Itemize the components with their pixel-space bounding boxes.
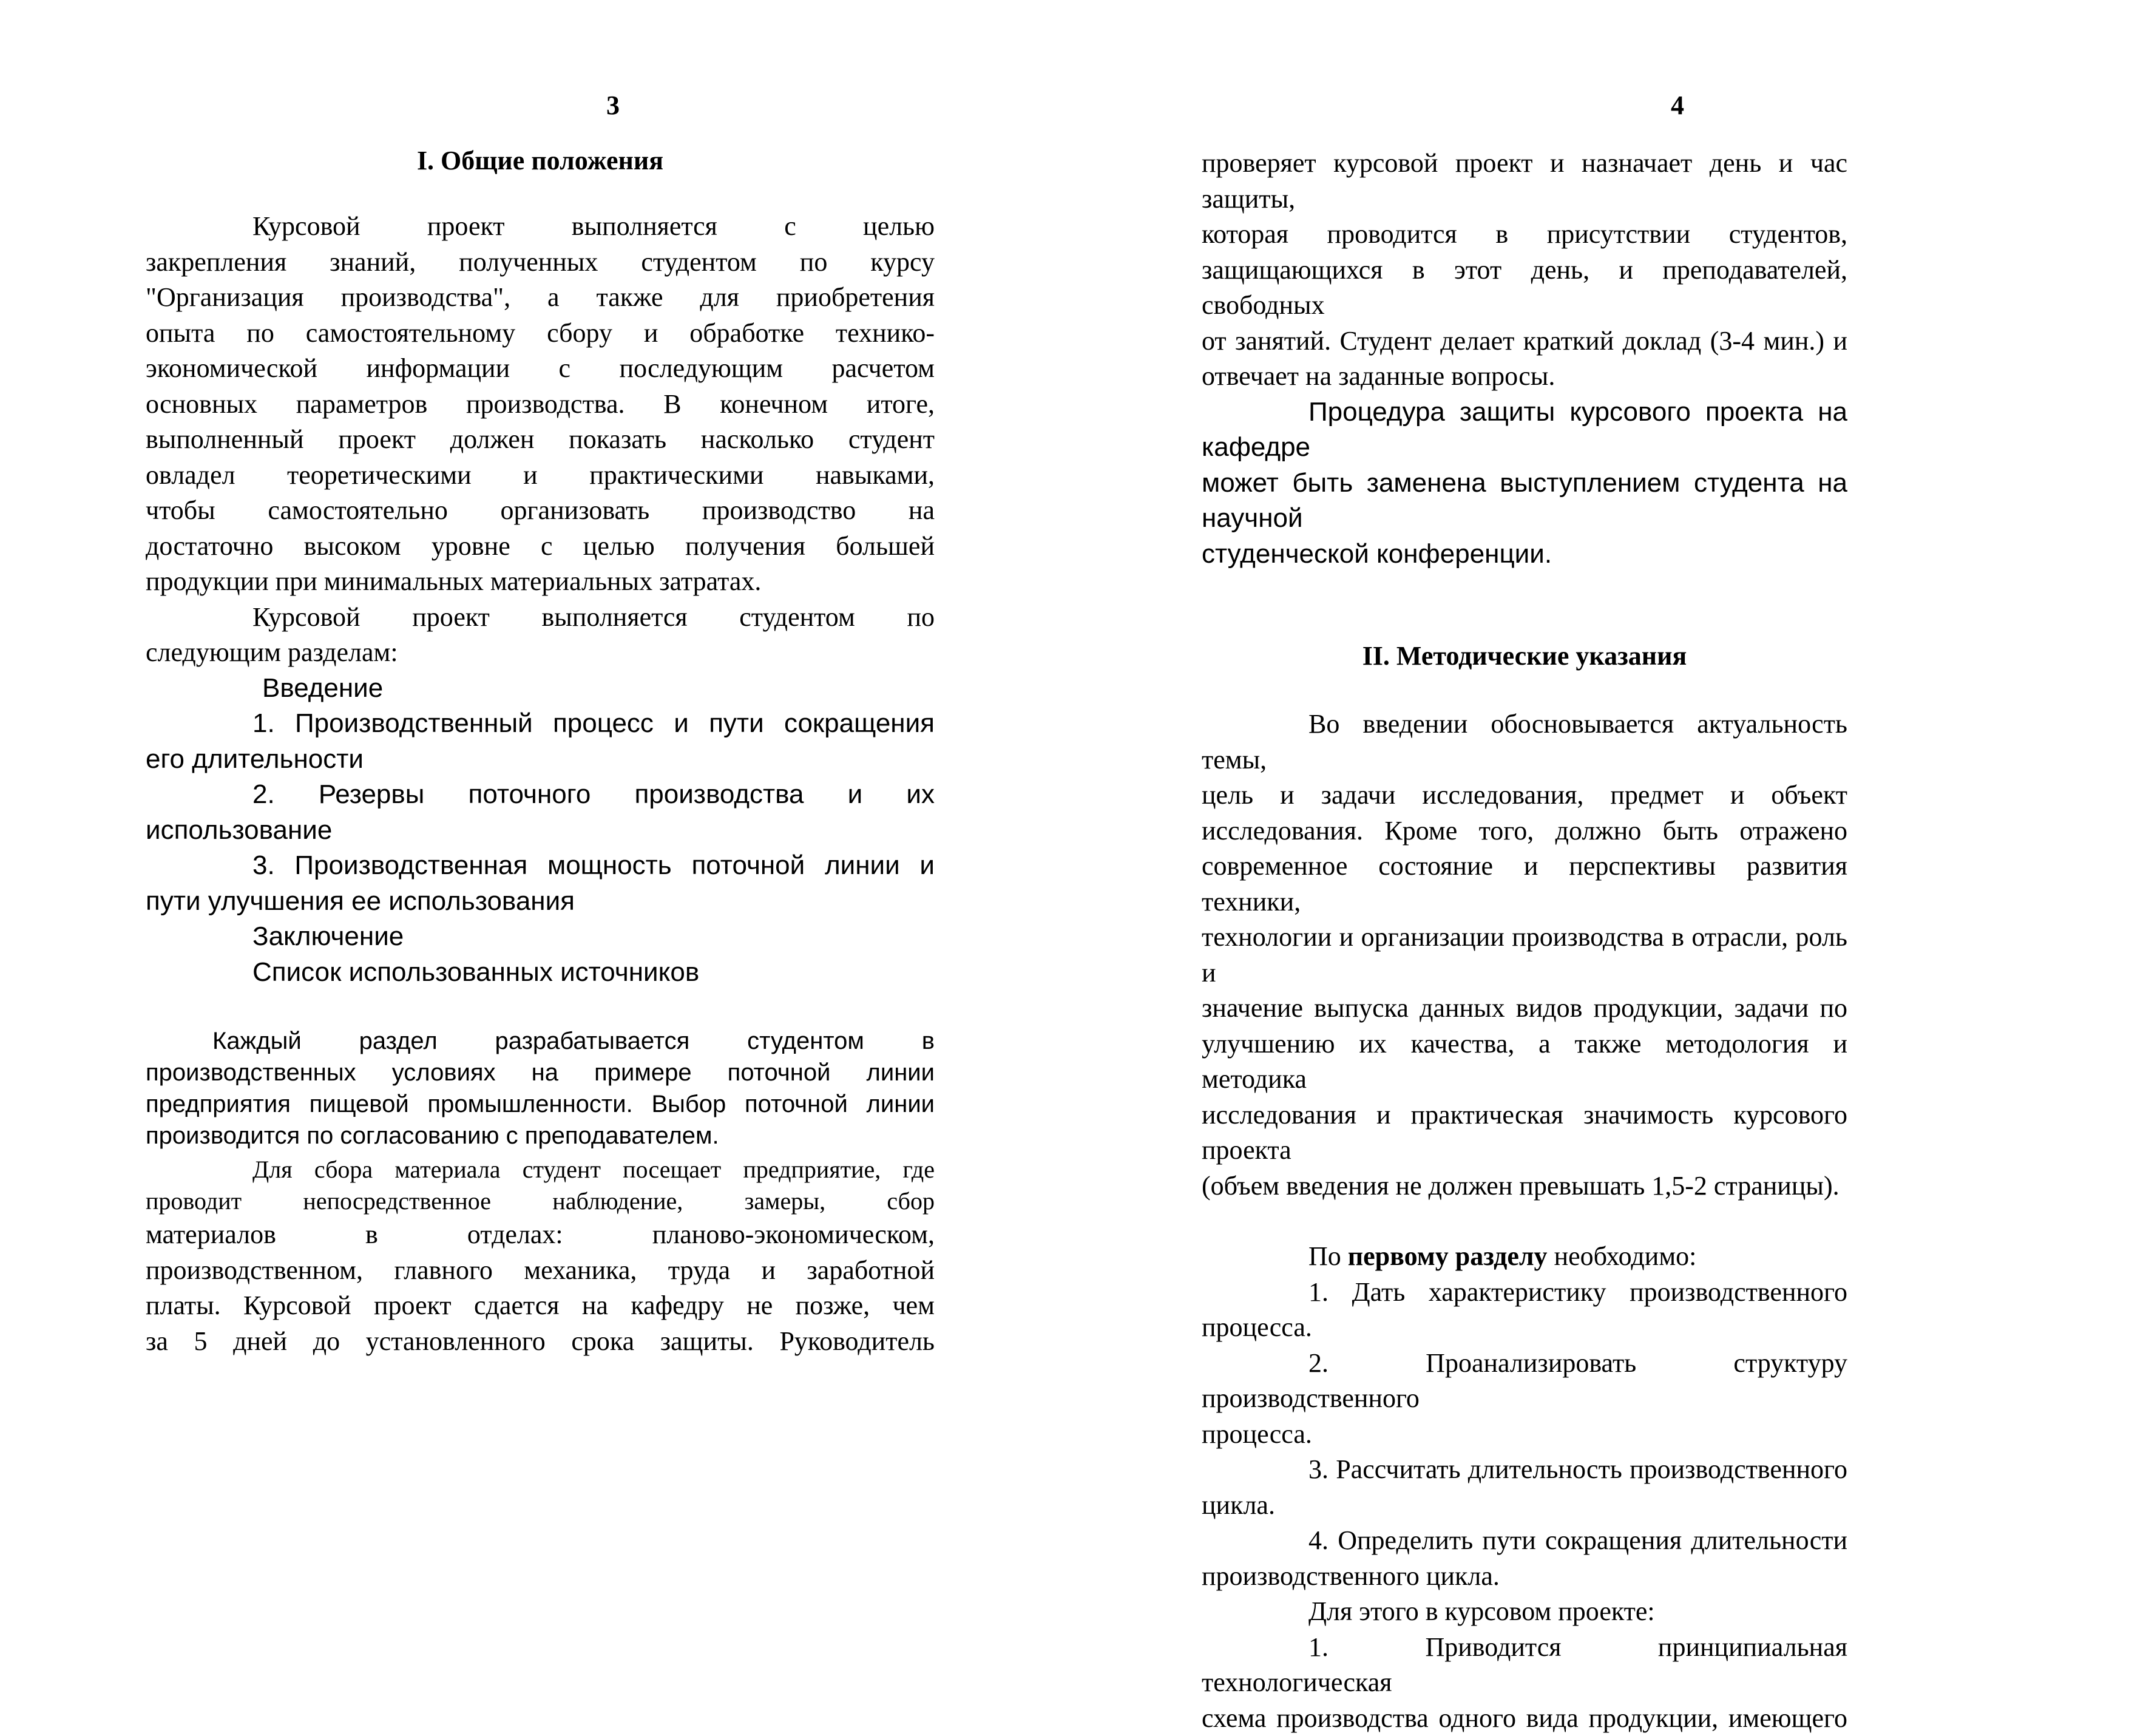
text-line: экономической информации с последующим расчетом: [146, 351, 935, 387]
text-line: которая проводится в присутствии студентов,: [1202, 217, 1847, 253]
paragraph-workplace: [146, 1025, 935, 1151]
text-line: от занятий. Студент делает краткий доклад (3-4 мин.) и: [1202, 324, 1847, 359]
text-line: чтобы самостоятельно организовать производство на: [146, 493, 935, 529]
text-line: достаточно высоком уровне с целью получения большей: [146, 529, 935, 565]
tasks-list: [1202, 1275, 1847, 1595]
paragraph-sections-intro: [146, 600, 935, 671]
text-line: цель и задачи исследования, предмет и объект: [1202, 778, 1847, 813]
list-item-cont: процесса.: [1202, 1417, 1847, 1453]
section-heading: I. Общие положения: [146, 143, 935, 178]
list-item-cont: его длительности: [146, 742, 935, 778]
text-line: может быть заменена выступлением студента на научной: [1202, 466, 1847, 537]
list-item: 1. Дать характеристику производственного: [1202, 1275, 1847, 1310]
text-line: улучшению их качества, а также методология и методика: [1202, 1026, 1847, 1097]
paragraph-purpose: [146, 209, 935, 600]
text-fragment: По: [1308, 1241, 1348, 1271]
text-line: исследования. Кроме того, должно быть отражено: [1202, 813, 1847, 849]
text-line: Процедура защиты курсового проекта на кафедре: [1202, 395, 1847, 466]
text-line: Курсовой проект выполняется с целью: [146, 209, 935, 245]
list-item: 2. Резервы поточного производства и их: [146, 777, 935, 813]
text-line: предприятия пищевой промышленности. Выбор поточной линии: [146, 1088, 935, 1120]
text-line: студенческой конференции.: [1202, 537, 1847, 572]
project-contents: [1202, 1594, 1847, 1736]
list-item: 3. Производственная мощность поточной линии и: [146, 848, 935, 884]
text-line: проводит непосредственное наблюдение, замеры, сбор: [146, 1185, 935, 1217]
list-item-cont: пути улучшения ее использования: [146, 884, 935, 920]
left-column: [146, 143, 935, 1359]
text-line: за 5 дней до установленного срока защиты. Руководитель: [146, 1324, 935, 1360]
text-line: производится по согласованию с преподавателем.: [146, 1120, 935, 1151]
text-line: проверяет курсовой проект и назначает день и час защиты,: [1202, 146, 1847, 217]
text-line: закрепления знаний, полученных студентом по курсу: [146, 245, 935, 280]
right-column: [1202, 146, 1847, 1736]
text-line: 1. Приводится принципиальная технологическая: [1202, 1630, 1847, 1701]
paragraph-materials: [146, 1154, 935, 1359]
text-line: Для сбора материала студент посещает предприятие, где: [146, 1154, 935, 1185]
text-line: "Организация производства", а также для приобретения: [146, 280, 935, 316]
section-heading: II. Методические указания: [1202, 639, 1847, 674]
text-line: значение выпуска данных видов продукции, задачи по: [1202, 991, 1847, 1026]
list-item: 1. Производственный процесс и пути сокращения: [146, 706, 935, 742]
list-item-cont: производственного цикла.: [1202, 1559, 1847, 1595]
text-line: опыта по самостоятельному сбору и обработке технико-: [146, 316, 935, 351]
list-item: 4. Определить пути сокращения длительности: [1202, 1523, 1847, 1559]
text-line: исследования и практическая значимость курсового проекта: [1202, 1097, 1847, 1168]
text-line: технологии и организации производства в отрасли, роль и: [1202, 920, 1847, 991]
list-item-cont: цикла.: [1202, 1488, 1847, 1524]
text-fragment: необходимо:: [1548, 1241, 1697, 1271]
text-fragment-bold: первому разделу: [1348, 1241, 1548, 1271]
text-line: основных параметров производства. В конечном итоге,: [146, 387, 935, 422]
list-item: 3. Рассчитать длительность производственного: [1202, 1452, 1847, 1488]
list-item-cont: процесса.: [1202, 1310, 1847, 1346]
text-line: Во введении обосновывается актуальность темы,: [1202, 707, 1847, 778]
list-item-cont: использование: [146, 813, 935, 849]
text-line: современное состояние и перспективы развития техники,: [1202, 849, 1847, 920]
list-item-sources: Список использованных источников: [146, 955, 935, 991]
right-page: [1064, 0, 2129, 1505]
text-line: Каждый раздел разрабатывается студентом в: [146, 1025, 935, 1057]
text-line: материалов в отделах: планово-экономическом,: [146, 1217, 935, 1253]
list-item-conclusion: Заключение: [146, 919, 935, 955]
text-line: овладел теоретическими и практическими навыками,: [146, 458, 935, 493]
text-line: Курсовой проект выполняется студентом по: [146, 600, 935, 636]
text-line: отвечает на заданные вопросы.: [1202, 359, 1847, 395]
text-line: (объем введения не должен превышать 1,5-2 страницы).: [1202, 1168, 1847, 1204]
list-item: 2. Проанализировать структуру производственного: [1202, 1346, 1847, 1417]
left-page: [0, 0, 1064, 1505]
paragraph-introduction: [1202, 707, 1847, 1204]
text-line: платы. Курсовой проект сдается на кафедру не позже, чем: [146, 1288, 935, 1324]
text-line: схема производства одного вида продукции, имеющего: [1202, 1701, 1847, 1736]
first-section-intro: [1202, 1239, 1847, 1275]
text-line: защищающихся в этот день, и преподавателей, свободных: [1202, 253, 1847, 324]
text-line: следующим разделам:: [146, 635, 935, 671]
page-number: 3: [583, 90, 643, 121]
text-line: продукции при минимальных материальных затратах.: [146, 564, 935, 600]
page-number: 4: [1647, 90, 1708, 121]
text-line: Для этого в курсовом проекте:: [1202, 1594, 1847, 1630]
sections-list: [146, 671, 935, 991]
list-item-intro: Введение: [146, 671, 935, 707]
text-line: производственных условиях на примере поточной линии: [146, 1057, 935, 1088]
text-line: выполненный проект должен показать насколько студент: [146, 422, 935, 458]
paragraph-defense: [1202, 146, 1847, 395]
paragraph-conference: [1202, 395, 1847, 572]
text-line: производственном, главного механика, труда и заработной: [146, 1253, 935, 1289]
